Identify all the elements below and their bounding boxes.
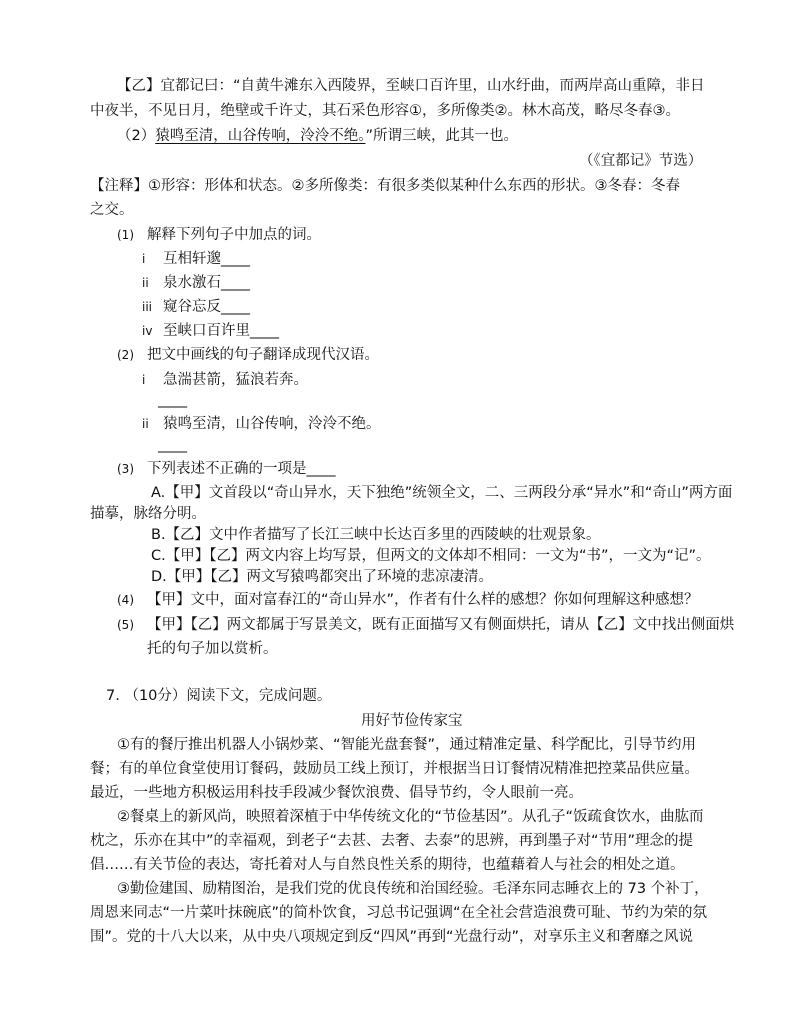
q1-item: 至峡口百许里____ [163, 323, 279, 339]
q1-item-num: iv [142, 324, 153, 338]
passage-yi-line-3-tail: ”所谓三峡，此其一也。 [365, 128, 518, 144]
q1-item-num: i [142, 252, 146, 266]
q2-item-num: i [142, 373, 146, 387]
q3-number: (3) [117, 462, 134, 476]
article-paragraph-line: ②餐桌上的新风尚，映照着深植于中华传统文化的“节俭基因”。从孔子“饭疏食饮水，曲肱而 [117, 809, 704, 825]
article-paragraph-line: 枕之，乐亦在其中”的幸福观，到老子“去甚、去奢、去泰”的思辨，再到墨子对“节用”理念的提 [90, 833, 694, 849]
article-paragraph-line: 餐；有的单位食堂使用订餐码，鼓励员工线上预订，并根据当日订餐情况精准把控菜品供应量。 [90, 761, 699, 777]
q3-option-c: C.【甲】【乙】两文内容上均写景，但两文的文体却不相同：一文为“书”，一文为“记”。 [151, 548, 711, 564]
q3-option-b: B.【乙】文中作者描写了长江三峡中长达百多里的西陵峡的壮观景象。 [151, 527, 601, 543]
q5-text-line-2: 托的句子加以赏析。 [147, 641, 278, 657]
q5-number: (5) [117, 618, 134, 632]
q1-text: 解释下列句子中加点的词。 [147, 227, 321, 243]
article-title: 用好节俭传家宝 [361, 713, 463, 729]
passage-yi-line-1: 【乙】宜都记曰：“自黄牛滩东入西陵界，至峡口百许里，山水纡曲，而两岸高山重障，非日 [117, 78, 705, 94]
answer-blank: ____ [158, 392, 187, 408]
sentence-number: （2） [117, 128, 156, 144]
q2-item: 猿鸣至清，山谷传响，泠泠不绝。 [163, 416, 381, 432]
answer-blank: ____ [158, 437, 187, 453]
q3-option-d: D.【甲】【乙】两文写猿鸣都突出了环境的悲凉凄清。 [151, 569, 494, 585]
q2-item-num: ii [142, 417, 149, 431]
q1-item: 窥谷忘反____ [163, 299, 250, 315]
q1-item: 互相轩邈____ [163, 251, 250, 267]
article-paragraph-line: 最近，一些地方积极运用科技手段减少餐饮浪费、倡导节约，令人眼前一亮。 [90, 785, 583, 801]
underlined-sentence: 猿鸣至清，山谷传响，泠泠不绝。 [155, 128, 366, 144]
q3-text: 下列表述不正确的一项是____ [147, 461, 336, 477]
q7-header: 7. （10分）阅读下文，完成问题。 [106, 688, 332, 704]
q2-text: 把文中画线的句子翻译成现代汉语。 [147, 347, 379, 363]
q4-number: (4) [117, 593, 134, 607]
q3-option-a-cont: 描摹，脉络分明。 [90, 506, 206, 522]
notes-line-1: 【注释】①形容：形体和状态。②多所像类：有很多类似某种什么东西的形状。③冬春：冬春 [90, 178, 680, 194]
q2-item: 急湍甚箭，猛浪若奔。 [163, 372, 308, 388]
q1-item-num: iii [142, 300, 153, 314]
passage-yi-line-2: 中夜半，不见日月，绝壁或千许丈，其石采色形容①，多所像类②。林木高茂，略尽冬春③。 [90, 103, 680, 119]
q1-item: 泉水激石____ [163, 275, 250, 291]
article-paragraph-line: ①有的餐厅推出机器人小锅炒菜、“智能光盘套餐”，通过精准定量、科学配比，引导节约用 [117, 737, 697, 753]
article-paragraph-line: ③勤俭建国、励精图治，是我们党的优良传统和治国经验。毛泽东同志睡衣上的 73 个补丁， [117, 881, 709, 897]
passage-source: （《宜都记》节选） [579, 153, 703, 169]
article-paragraph-line: 周恩来同志“一片菜叶抹碗底”的简朴饮食，习总书记强调“在全社会营造浪费可耻、节约为荣的氛 [90, 905, 708, 921]
passage-yi-line-3 [117, 126, 518, 146]
q1-number: (1) [117, 228, 134, 242]
q4-text: 【甲】文中，面对富春江的“奇山异水”，作者有什么样的感想？你如何理解这种感想？ [147, 592, 699, 608]
q5-text-line-1: 【甲】【乙】两文都属于写景美文，既有正面描写又有侧面烘托，请从【乙】文中找出侧面烘 [147, 617, 735, 633]
article-paragraph-line: 倡……有关节俭的表达，寄托着对人与自然良性关系的期待，也蕴藉着人与社会的相处之道。 [90, 857, 685, 873]
q3-option-a: A.【甲】文首段以“奇山异水，天下独绝”统领全文，二、三两段分承“异水”和“奇山”两方面 [151, 485, 733, 501]
q2-number: (2) [117, 348, 134, 362]
q1-item-num: ii [142, 276, 149, 290]
article-paragraph-line: 围”。党的十八大以来，从中央八项规定到反“四风”再到“光盘行动”，对享乐主义和奢靡之风说 [90, 929, 694, 945]
notes-line-2: 之交。 [90, 202, 134, 218]
